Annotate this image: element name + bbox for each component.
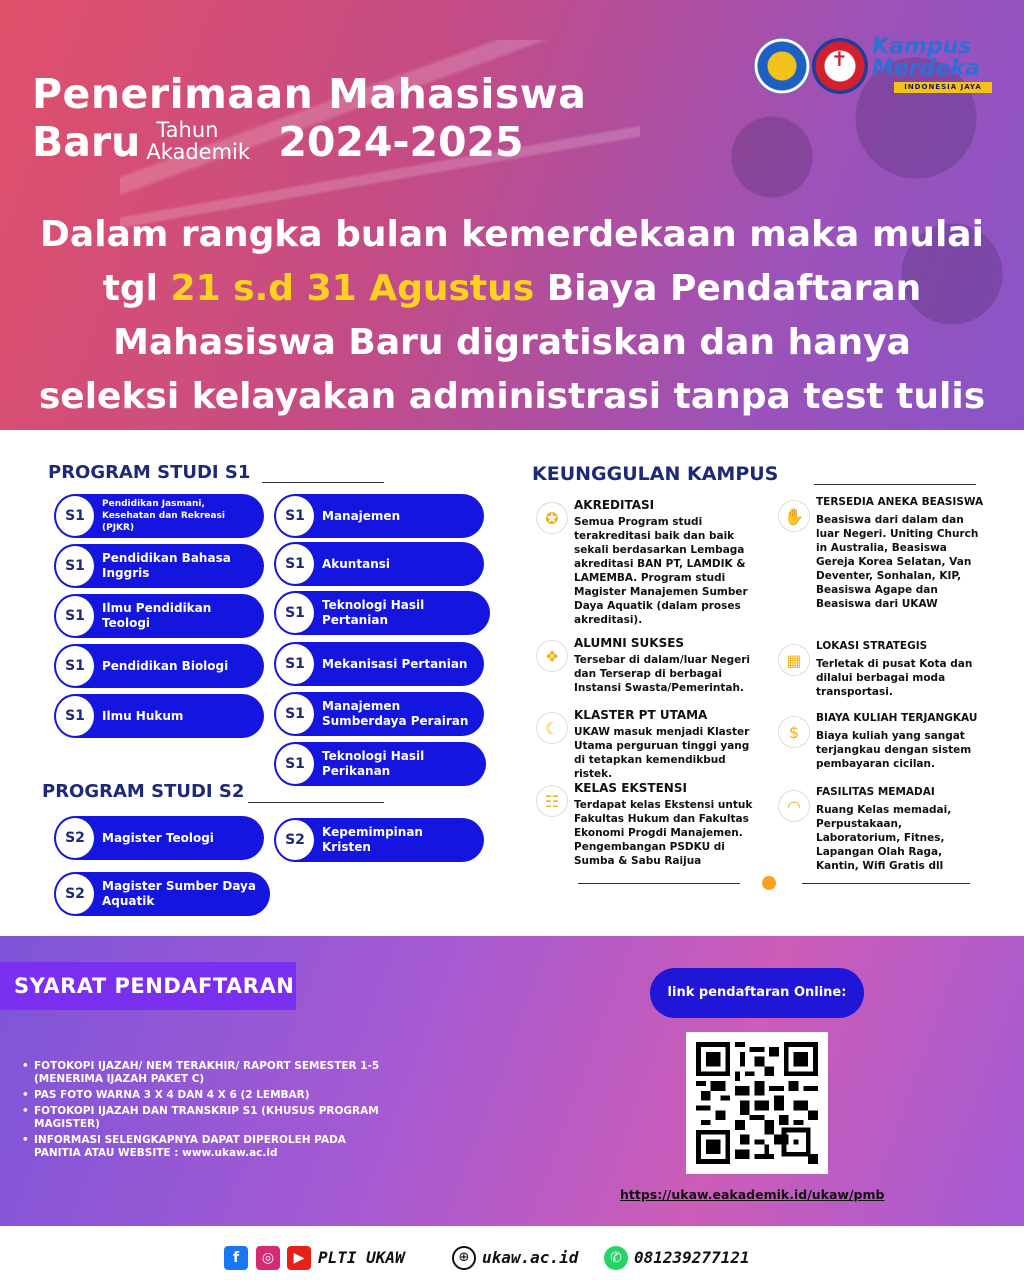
phone-number: 081239277121 [634, 1248, 750, 1267]
s2-heading: PROGRAM STUDI S2 [42, 781, 245, 802]
title-year: 2024-2025 [278, 118, 524, 166]
keunggulan-divider [814, 484, 976, 485]
announcement: Dalam rangka bulan kemerdekaan maka mulai tgl 21 s.d 31 Agustus Biaya Pendaftaran Mahasiswa Baru digratiskan dan hanya seleksi kelayakan administrasi tanpa test tulis [38, 214, 986, 417]
program-label: Mekanisasi Pertanian [322, 656, 468, 671]
building-icon: ▦ [778, 644, 810, 676]
program-pill[interactable] [56, 494, 264, 538]
syarat-item: • FOTOKOPI IJAZAH DAN TRANSKRIP S1 (KHUSUS PROGRAM MAGISTER) [20, 1105, 380, 1131]
program-pill[interactable] [276, 642, 484, 686]
divider-dot [762, 876, 776, 890]
degree-badge: S1 [274, 591, 316, 635]
program-pill[interactable] [276, 692, 484, 736]
advantage-title: BIAYA KULIAH TERJANGKAU [816, 712, 978, 724]
program-label: Kepemimpinan Kristen [322, 825, 423, 854]
syarat-item: • PAS FOTO WARNA 3 X 4 DAN 4 X 6 (2 LEMBAR) [20, 1089, 380, 1102]
program-label: Ilmu Pendidikan Teologi [102, 601, 212, 630]
advantage-title: AKREDITASI [574, 498, 655, 512]
program-pill[interactable] [56, 694, 264, 738]
program-pill[interactable] [276, 591, 490, 635]
program-label: Pendidikan Bahasa Inggris [102, 551, 231, 580]
banana-icon: ☾ [536, 712, 568, 744]
program-pill[interactable] [56, 644, 264, 688]
program-label: Teknologi Hasil Perikanan [322, 749, 425, 778]
s1-heading: PROGRAM STUDI S1 [48, 462, 251, 483]
program-label: Teknologi Hasil Pertanian [322, 598, 425, 627]
medal-icon: ✪ [536, 502, 568, 534]
degree-badge: S1 [274, 642, 316, 686]
s2-divider [248, 802, 384, 803]
program-label: Pendidikan Biologi [102, 658, 229, 673]
classroom-icon: ☷ [536, 785, 568, 817]
program-label: Akuntansi [322, 556, 390, 571]
advantage-text: Semua Program studi terakreditasi baik dan baik sekali berdasarkan Lembaga akreditasi BAN PT, LAMDIK & LAMEMBA. Program studi Magister Manajemen Sumber Daya Aquatik (dalam proses akreditasi). [574, 516, 748, 626]
scholarship-icon: ✋ [778, 500, 810, 532]
page-title-line2 [32, 118, 524, 167]
syarat-list [20, 1060, 380, 1163]
degree-badge: S1 [54, 494, 96, 538]
program-pill[interactable] [276, 542, 484, 586]
program-pill[interactable] [56, 872, 270, 916]
advantage-title: LOKASI STRATEGIS [816, 640, 928, 652]
handshake-icon: ❖ [536, 640, 568, 672]
program-label: Pendidikan Jasmani, Kesehatan dan Rekreasi (PJKR) [102, 499, 225, 533]
advantage-text: Ruang Kelas memadai, Perpustakaan, Laboratorium, Fitnes, Lapangan Olah Raga, Kantin, Wifi Gratis dll [816, 804, 952, 872]
program-label: Magister Teologi [102, 830, 214, 845]
advantage-text: UKAW masuk menjadi Klaster Utama perguruan tinggi yang di tetapkan kemendikbud ristek. [574, 726, 750, 780]
keunggulan-heading: KEUNGGULAN KAMPUS [532, 463, 779, 485]
instagram-icon[interactable]: ◎ [256, 1246, 280, 1270]
wifi-icon: ◠ [778, 790, 810, 822]
money-bag-icon: $ [778, 716, 810, 748]
registration-link-button[interactable]: link pendaftaran Online: [650, 968, 864, 1018]
degree-badge: S1 [274, 692, 316, 736]
program-pill[interactable] [56, 816, 264, 860]
kampus-merdeka-band: INDONESIA JAYA [894, 82, 992, 93]
advantage-title: TERSEDIA ANEKA BEASISWA [816, 496, 984, 508]
program-label: Manajemen [322, 508, 401, 523]
advantage-title: ALUMNI SUKSES [574, 636, 685, 650]
degree-badge: S2 [274, 818, 316, 862]
youtube-icon[interactable]: ▶ [287, 1246, 311, 1270]
program-pill[interactable] [56, 594, 264, 638]
syarat-heading: SYARAT PENDAFTARAN [0, 962, 296, 1010]
hero-banner [0, 0, 1024, 430]
advantage-text: Terletak di pusat Kota dan dilalui berbagai moda transportasi. [816, 658, 973, 698]
logos [754, 36, 984, 98]
advantage-title: KELAS EKSTENSI [574, 781, 687, 795]
s1-divider [262, 482, 384, 483]
program-pill[interactable] [276, 742, 486, 786]
program-pill[interactable] [56, 544, 264, 588]
program-label: Magister Sumber Daya Aquatik [102, 879, 256, 908]
ukaw-logo-icon [812, 38, 868, 94]
advantage-text: Beasiswa dari dalam dan luar Negeri. Uniting Church in Australia, Beasiswa Gereja Korea Selatan, Van Deventer, Sonhalan, KIP, Beasiswa Agape dan Beasiswa dari UKAW [816, 514, 979, 610]
footer [0, 1226, 1024, 1280]
advantage-text: Terdapat kelas Ekstensi untuk Fakultas Hukum dan Fakultas Ekonomi Progdi Manajemen. Pengembangan PSDKU di Sumba & Sabu Raijua [574, 799, 753, 867]
program-label: Ilmu Hukum [102, 708, 184, 723]
website-link[interactable]: ukaw.ac.id [482, 1248, 579, 1267]
advantage-text: Biaya kuliah yang sangat terjangkau dengan sistem pembayaran cicilan. [816, 730, 972, 770]
whatsapp-icon[interactable]: ✆ [604, 1246, 628, 1270]
social-handle: PLTI UKAW [318, 1248, 405, 1267]
registration-url-link[interactable]: https://ukaw.eakademik.id/ukaw/pmb [620, 1187, 885, 1202]
globe-icon: ⊕ [452, 1246, 476, 1270]
degree-badge: S1 [54, 544, 96, 588]
qr-code-icon[interactable] [686, 1032, 828, 1174]
title-baru: Baru [32, 118, 141, 166]
syarat-item: • FOTOKOPI IJAZAH/ NEM TERAKHIR/ RAPORT SEMESTER 1-5 (MENERIMA IJAZAH PAKET C) [20, 1060, 380, 1086]
degree-badge: S1 [54, 594, 96, 638]
degree-badge: S1 [274, 542, 316, 586]
degree-badge: S2 [54, 872, 96, 916]
date-highlight: 21 s.d 31 Agustus [170, 268, 535, 309]
degree-badge: S1 [54, 694, 96, 738]
bottom-divider-left [578, 883, 740, 884]
program-pill[interactable] [276, 818, 484, 862]
title-tahun-akademik: Tahun Akademik [146, 118, 251, 164]
kemdikbud-logo-icon [754, 38, 810, 94]
advantage-text: Tersebar di dalam/luar Negeri dan Terserap di berbagai Instansi Swasta/Pemerintah. [574, 654, 751, 694]
degree-badge: S1 [54, 644, 96, 688]
degree-badge: S2 [54, 816, 96, 860]
advantage-title: FASILITAS MEMADAI [816, 786, 935, 798]
page-title-line1: Penerimaan Mahasiswa [32, 70, 587, 118]
degree-badge: S1 [274, 494, 316, 538]
syarat-item: • INFORMASI SELENGKAPNYA DAPAT DIPEROLEH PADA PANITIA ATAU WEBSITE : www.ukaw.ac.id [20, 1134, 380, 1160]
kampus-merdeka-logo: Kampus Merdeka [872, 34, 980, 81]
bottom-divider-right [802, 883, 970, 884]
program-label: Manajemen Sumberdaya Perairan [322, 699, 469, 728]
degree-badge: S1 [274, 742, 316, 786]
advantage-title: KLASTER PT UTAMA [574, 708, 708, 722]
program-pill[interactable] [276, 494, 484, 538]
facebook-icon[interactable]: f [224, 1246, 248, 1270]
